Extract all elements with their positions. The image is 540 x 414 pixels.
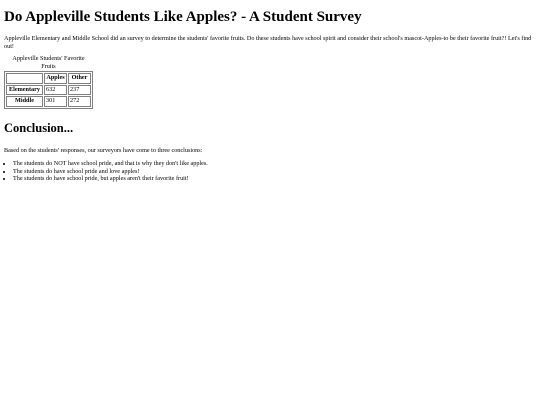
table-cell: 237 xyxy=(68,85,91,96)
survey-table xyxy=(4,55,93,108)
table-cell: 272 xyxy=(68,96,91,107)
list-item: • The students do NOT have school pride, and that is why they don't like apples. xyxy=(13,160,536,168)
table-header-apples: Apples xyxy=(44,73,67,84)
intro-paragraph: Appleville Elementary and Middle School did an survey to determine the students' favorite fruits. Do these students have school spirit and consider their school's mascot-Apples-to be their favorite fruit?! Let's find out! xyxy=(4,35,532,50)
table-cell: 301 xyxy=(44,96,67,107)
page xyxy=(0,9,540,183)
table-row xyxy=(6,85,91,96)
table-row-label: Elementary xyxy=(6,85,43,96)
page-title: Do Appleville Students Like Apples? - A Student Survey xyxy=(4,9,362,25)
table-caption: Appleville Students' Favorite Fruits xyxy=(12,55,85,70)
table-row-label: Middle xyxy=(6,96,43,107)
list-item: • The students do have school pride and love apples! xyxy=(13,168,536,176)
conclusion-lead: Based on the students' responses, our surveyors have come to three conclusions: xyxy=(4,146,203,154)
table-header-blank xyxy=(6,73,43,84)
table-header-row xyxy=(6,73,91,84)
conclusion-list xyxy=(4,160,536,183)
table-header-other: Other xyxy=(68,73,91,84)
conclusion-heading: Conclusion... xyxy=(4,120,74,135)
table-row xyxy=(6,96,91,107)
list-item: • The students do have school pride, but apples aren't their favorite fruit! xyxy=(13,175,536,183)
table-cell: 632 xyxy=(44,85,67,96)
